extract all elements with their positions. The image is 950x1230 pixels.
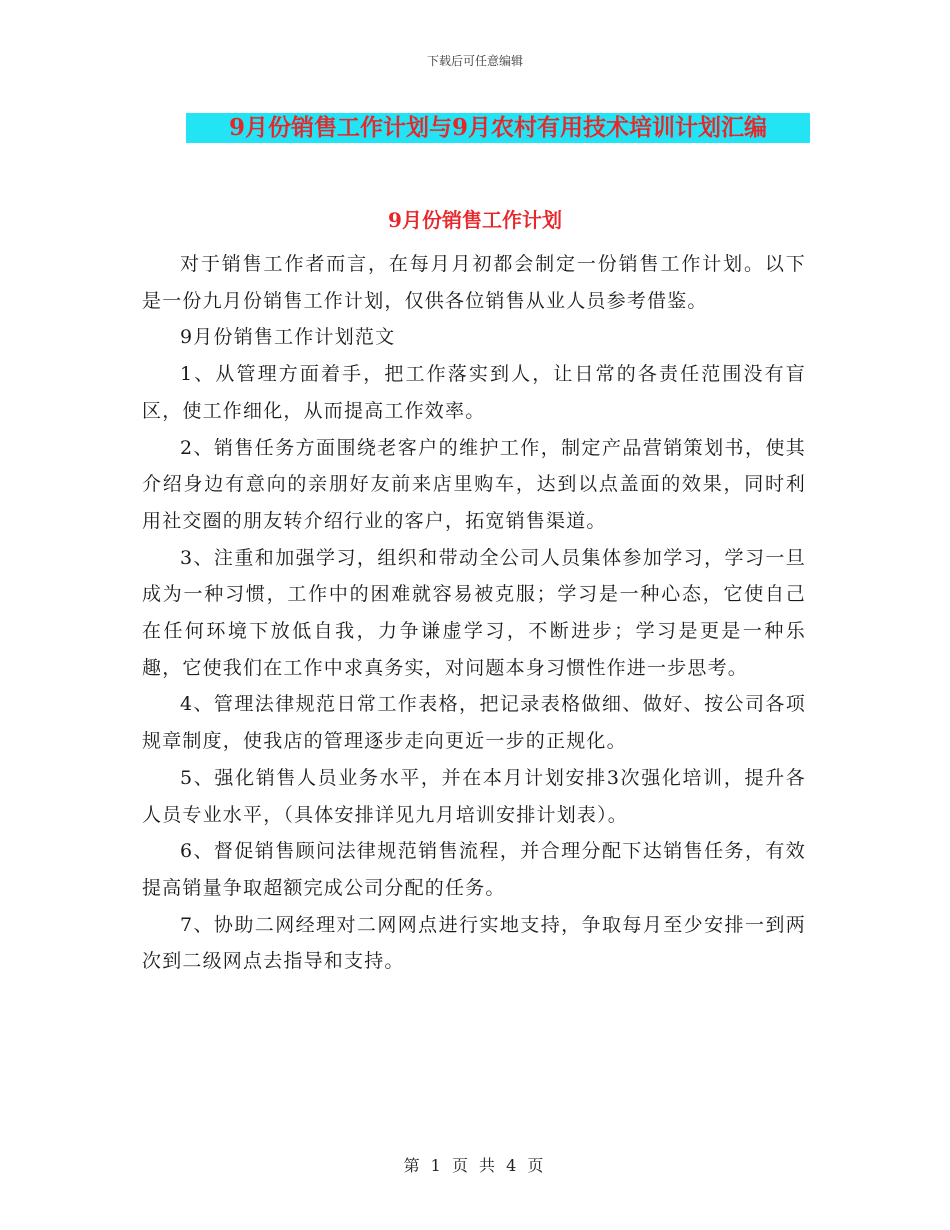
document-title: 9月份销售工作计划与9月农村有用技术培训计划汇编 [186,113,810,143]
page-number: 第 1 页 共 4 页 [403,1156,547,1175]
paragraph-item-2: 2、销售任务方面围绕老客户的维护工作，制定产品营销策划书，使其介绍身边有意向的亲朋好友前来店里购车，达到以点盖面的效果，同时利用社交圈的朋友转介绍行业的客户，拓宽销售渠道。 [142,436,806,532]
paragraph-item-7: 7、协助二网经理对二网网点进行实地支持，争取每月至少安排一到两次到二级网点去指导和支持。 [142,913,806,973]
section-title: 9月份销售工作计划 [388,208,562,232]
paragraph-intro: 对于销售工作者而言，在每月月初都会制定一份销售工作计划。以下是一份九月份销售工作计划，仅供各位销售从业人员参考借鉴。 [142,253,806,312]
paragraph-item-1: 1、从管理方面着手，把工作落实到人，让日常的各责任范围没有盲区，使工作细化，从而提高工作效率。 [142,363,806,422]
paragraph-subtitle: 9月份销售工作计划范文 [180,326,396,349]
paragraph-item-3: 3、注重和加强学习，组织和带动全公司人员集体参加学习，学习一旦成为一种习惯，工作中的困难就容易被克服；学习是一种心态，它使自己在任何环境下放低自我，力争谦虚学习，不断进步；学习是更是一种乐趣，它使我们在工作中求真务实，对问题本身习惯性作进一步思考。 [142,546,806,679]
document-body [142,246,806,980]
paragraph-item-6: 6、督促销售顾问法律规范销售流程，并合理分配下达销售任务，有效提高销量争取超额完成公司分配的任务。 [142,840,806,899]
paragraph-item-5: 5、强化销售人员业务水平，并在本月计划安排3次强化培训，提升各人员专业水平，（具体安排详见九月培训安排计划表）。 [142,766,806,826]
page-header-note: 下载后可任意编辑 [426,54,523,68]
paragraph-item-4: 4、管理法律规范日常工作表格，把记录表格做细、做好、按公司各项规章制度，使我店的管理逐步走向更近一步的正规化。 [142,693,806,753]
